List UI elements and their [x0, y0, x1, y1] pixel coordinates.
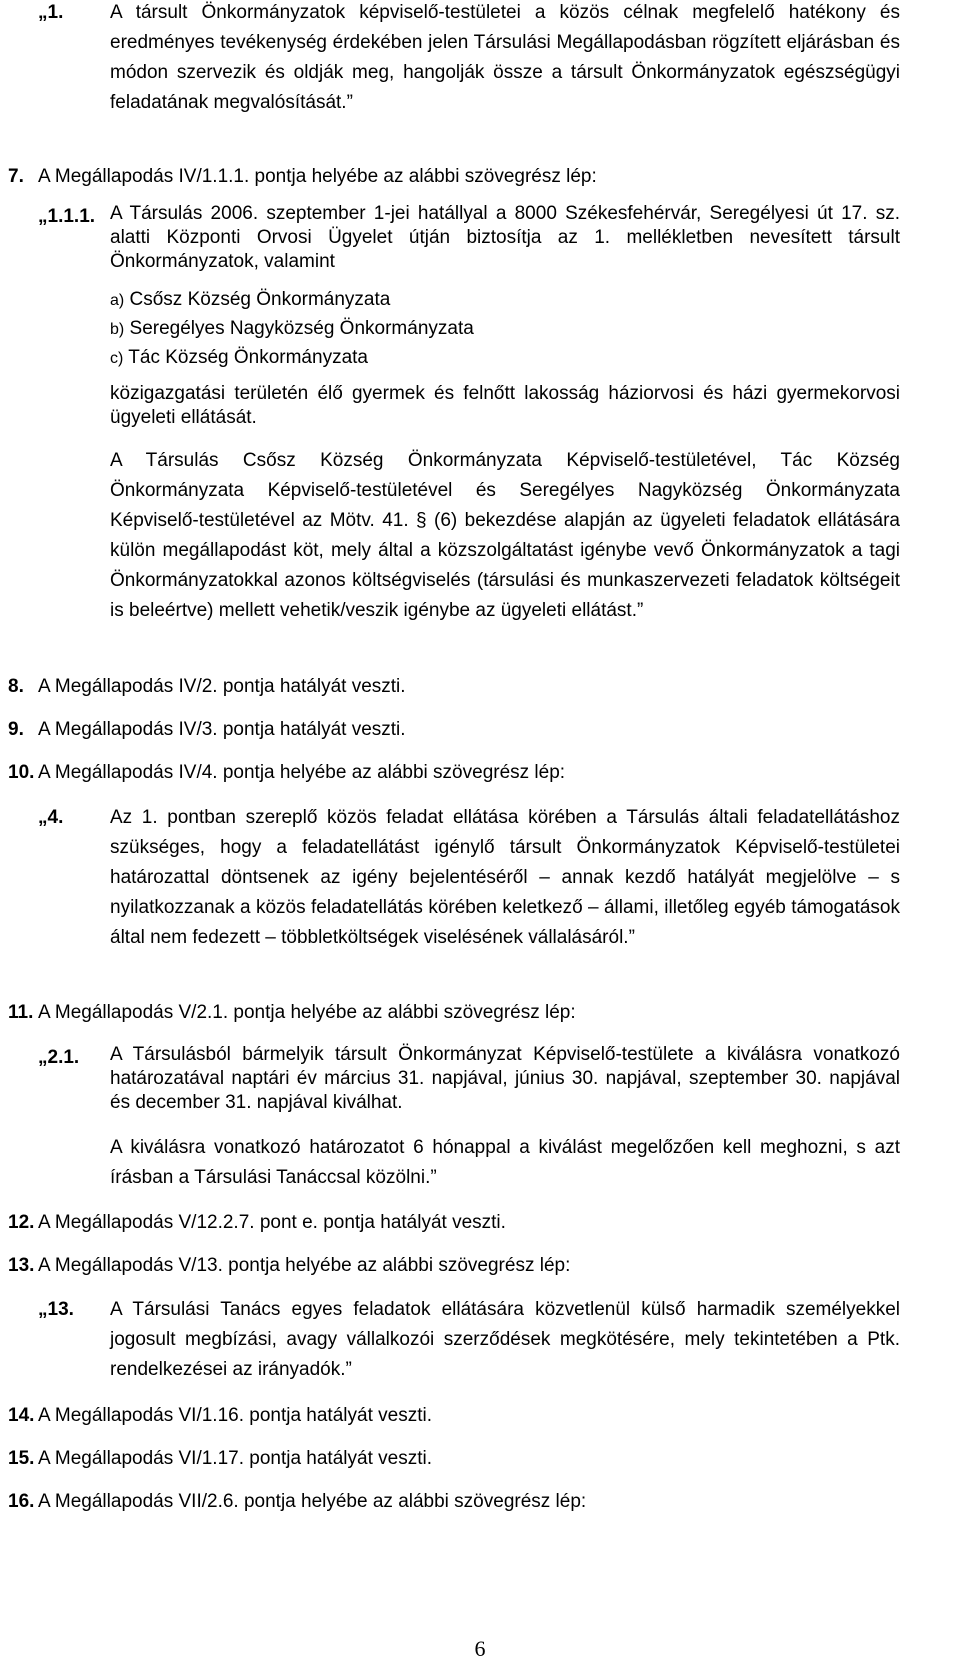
- item-8-number: 8.: [8, 676, 24, 697]
- list-item-a: [110, 285, 390, 316]
- item-9-text: A Megállapodás IV/3. pontja hatályát veszti.: [38, 719, 406, 740]
- quote-2-1-text-2: A kiválásra vonatkozó határozatot 6 hónappal a kiválást megelőzően kell meghozni, s azt írásban a Társulási Tanáccsal közölni.”: [110, 1137, 900, 1188]
- item-14-text: A Megállapodás VI/1.16. pontja hatályát veszti.: [38, 1405, 432, 1426]
- quote-2-1-number: „2.1.: [38, 1047, 80, 1068]
- list-item-a-text: Csősz Község Önkormányzata: [129, 289, 391, 310]
- quote-13-number: „13.: [38, 1299, 74, 1320]
- list-item-a-letter: a): [110, 292, 125, 309]
- list-item-b-text: Seregélyes Nagyközség Önkormányzata: [129, 318, 474, 339]
- list-item-b: [110, 314, 474, 345]
- quote-13-text: A Társulási Tanács egyes feladatok ellátására közvetlenül külső harmadik személyekkel jogosult megbízási, avagy vállalkozói szerződések megkötésére, mely tekintetében a Ptk. rendelkezései az irányadók.”: [110, 1299, 900, 1380]
- item-8-text: A Megállapodás IV/2. pontja hatályát veszti.: [38, 676, 406, 697]
- item-11-number: 11.: [8, 1002, 34, 1023]
- item-16-text: A Megállapodás VII/2.6. pontja helyébe az alábbi szövegrész lép:: [38, 1491, 587, 1512]
- quote-1-1-1-text-2: közigazgatási területén élő gyermek és felnőtt lakosság háziorvosi és házi gyermekorvosi ügyeleti ellátását.: [110, 383, 900, 428]
- list-item-b-letter: b): [110, 321, 125, 338]
- list-item-c-letter: c): [110, 350, 124, 367]
- item-7-text: A Megállapodás IV/1.1.1. pontja helyébe az alábbi szövegrész lép:: [38, 166, 597, 187]
- quote-4-number: „4.: [38, 807, 64, 828]
- item-10-text: A Megállapodás IV/4. pontja helyébe az alábbi szövegrész lép:: [38, 762, 566, 783]
- quote-1-1-1-text: A Társulás 2006. szeptember 1-jei hatállyal a 8000 Székesfehérvár, Seregélyesi út 17. sz. alatti Központi Orvosi Ügyelet útján biztosítja az 1. mellékletben nevesített társult Önkormányzatok, valamint: [110, 203, 900, 272]
- item-9-number: 9.: [8, 719, 24, 740]
- item-12-number: 12.: [8, 1212, 35, 1233]
- list-item-c: [110, 343, 368, 374]
- quote-1-1-1-text-3: A Társulás Csősz Község Önkormányzata Képviselő-testületével, Tác Község Önkormányzata Képviselő-testületével és Seregélyes Nagyközség Önkormányzata Képviselő-testületével az Mötv. 41. § (6) bekezdése alapján az ügyeleti feladatok ellátására külön megállapodást köt, mely által a közszolgáltatást igénybe vevő Önkormányzatok a tagi Önkormányzatokkal azonos költségviselés (társulási és munkaszervezeti feladatok költségeit is beleértve) mellett vehetik/veszik igénybe az ügyeleti ellátást.”: [110, 450, 900, 621]
- item-13-number: 13.: [8, 1255, 35, 1276]
- quote-1-1-1-number: „1.1.1.: [38, 206, 96, 227]
- item-14-number: 14.: [8, 1405, 35, 1426]
- item-7-number: 7.: [8, 166, 24, 187]
- paragraph-1-text: A társult Önkormányzatok képviselő-testületei a közös célnak megfelelő hatékony és eredményes tevékenység érdekében jelen Társulási Megállapodásban rögzített eljárásban és módon szervezik és oldják meg, hangolják össze a társult Önkormányzatok egészségügyi feladatának megvalósítását.”: [110, 2, 900, 113]
- item-15-number: 15.: [8, 1448, 35, 1469]
- item-12-text: A Megállapodás V/12.2.7. pont e. pontja hatályát veszti.: [38, 1212, 506, 1233]
- item-10-number: 10.: [8, 762, 35, 783]
- item-13-text: A Megállapodás V/13. pontja helyébe az alábbi szövegrész lép:: [38, 1255, 571, 1276]
- page-number: 6: [474, 1636, 486, 1661]
- item-16-number: 16.: [8, 1491, 35, 1512]
- item-15-text: A Megállapodás VI/1.17. pontja hatályát veszti.: [38, 1448, 432, 1469]
- quote-2-1-text: A Társulásból bármelyik társult Önkormányzat Képviselő-testülete a kiválásra vonatkozó határozatával naptári év március 31. napjával, június 30. napjával, szeptember 30. napjával és december 31. napjával kiválhat.: [110, 1044, 900, 1113]
- paragraph-number-1: „1.: [38, 2, 64, 23]
- item-11-text: A Megállapodás V/2.1. pontja helyébe az alábbi szövegrész lép:: [38, 1002, 576, 1023]
- quote-4-text: Az 1. pontban szereplő közös feladat ellátása körében a Társulás általi feladatellátáshoz szükséges, hogy a feladatellátást igénylő társult Önkormányzatok Képviselő-testületei határozattal döntsenek az igény bejelentéséről – annak kezdő hatályát megjelölve – s nyilatkozzanak a közös feladatellátás körében keletkező – állami, illetőleg egyéb támogatások által nem fedezett – többletköltségek viselésének vállalásáról.”: [110, 807, 900, 948]
- list-item-c-text: Tác Község Önkormányzata: [128, 347, 368, 368]
